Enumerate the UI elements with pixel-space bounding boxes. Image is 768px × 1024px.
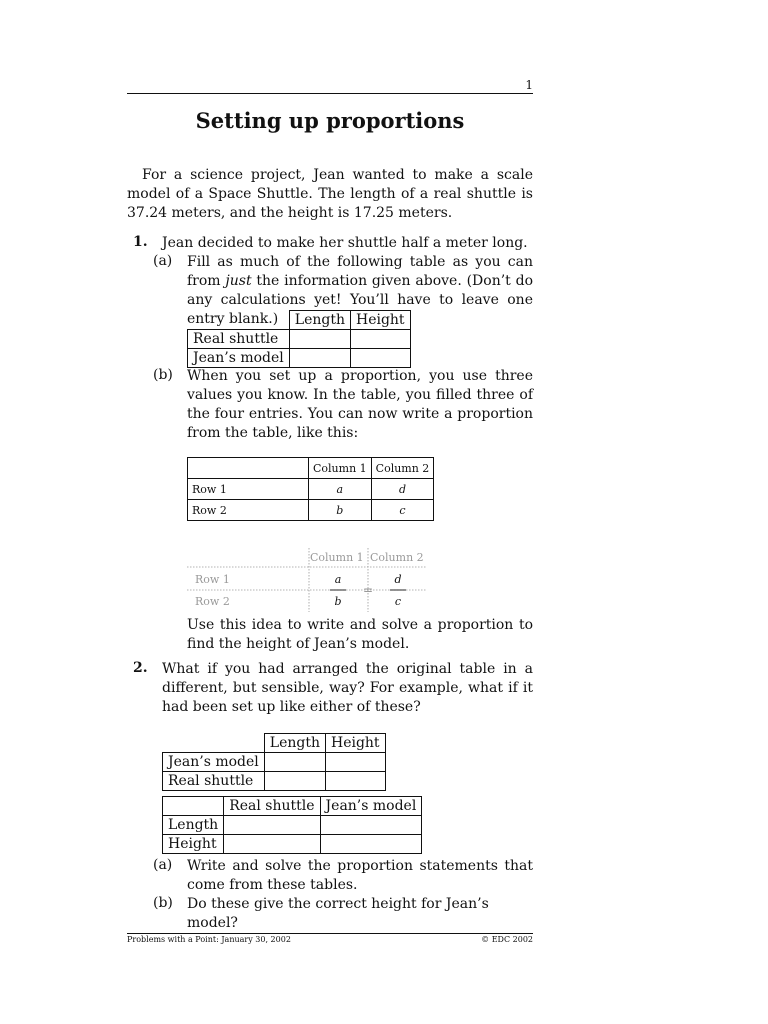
table-cell: a — [309, 479, 372, 500]
q2b-text: Do these give the correct height for Jean’s model? — [187, 896, 489, 931]
table-row — [163, 816, 422, 835]
table-header-cell: Jean’s model — [320, 797, 422, 816]
table-header-cell: Column 2 — [371, 458, 434, 479]
table-cell — [224, 835, 320, 854]
table-row-label: Length — [163, 816, 224, 835]
diagram-equals-sign: = — [362, 583, 374, 597]
footer-left: Problems with a Point: January 30, 2002 — [127, 935, 291, 944]
q2b-label: (b) — [153, 895, 173, 911]
footer-rule — [127, 933, 533, 934]
table-row-label: Real shuttle — [188, 330, 290, 349]
page-number: 1 — [525, 78, 533, 92]
table-row — [163, 835, 422, 854]
table-cell — [289, 349, 350, 368]
table-row — [163, 772, 386, 791]
table-cell — [224, 816, 320, 835]
q2a-label: (a) — [153, 857, 173, 873]
table-header-cell: Length — [264, 734, 325, 753]
table-row — [188, 330, 411, 349]
diagram-column2-label: Column 2 — [370, 551, 424, 564]
table-row-label: Height — [163, 835, 224, 854]
table-cell — [264, 753, 325, 772]
table-header-row — [188, 311, 411, 330]
table-cell — [320, 835, 422, 854]
q1b-label: (b) — [153, 367, 173, 383]
q1b-text: When you set up a proportion, you use three values you know. In the table, you filled three of the four entries. You can now write a proportion from the table, like this: — [187, 368, 533, 441]
q1a-text-emphasis: just — [225, 273, 252, 289]
table-row-label: Row 2 — [188, 500, 309, 521]
table-cell: c — [371, 500, 434, 521]
diagram-denominator-2: c — [394, 595, 402, 608]
table-row — [163, 753, 386, 772]
q1-number: 1. — [133, 234, 148, 250]
table-row-label: Jean’s model — [188, 349, 290, 368]
intro-paragraph: For a science project, Jean wanted to make a scale model of a Space Shuttle. The length of a real shuttle is 37.24 meters, and the height is 17.25 meters. — [127, 167, 533, 221]
table-header-cell: Real shuttle — [224, 797, 320, 816]
diagram-column1-label: Column 1 — [310, 551, 364, 564]
table-header-cell: Length — [289, 311, 350, 330]
q1a-text-pre: Fill as much of the following table as you can from — [187, 254, 533, 289]
table-row — [188, 349, 411, 368]
page-title: Setting up proportions — [195, 108, 465, 133]
table-cell — [350, 349, 410, 368]
q2-number: 2. — [133, 660, 148, 676]
diagram-numerator-2: d — [394, 573, 402, 586]
table-header-row — [188, 458, 434, 479]
q1a-label: (a) — [153, 253, 173, 269]
q1b-table — [187, 457, 434, 521]
q2-table-2 — [162, 796, 422, 854]
table-corner-cell — [163, 797, 224, 816]
table-header-cell: Height — [325, 734, 385, 753]
q1-text: Jean decided to make her shuttle half a meter long. — [162, 235, 528, 251]
table-cell: d — [371, 479, 434, 500]
table-cell — [264, 772, 325, 791]
table-cell — [289, 330, 350, 349]
q2-table-1 — [162, 733, 386, 791]
table-row — [188, 500, 434, 521]
q2a-text: Write and solve the proportion statements that come from these tables. — [187, 858, 533, 893]
diagram-row2-label: Row 2 — [195, 595, 230, 608]
table-cell — [325, 753, 385, 772]
q1a-table — [187, 310, 411, 368]
table-header-row — [163, 734, 386, 753]
diagram-denominator-1: b — [334, 595, 342, 608]
table-header-row — [163, 797, 422, 816]
table-row-label: Jean’s model — [163, 753, 265, 772]
q2-text: What if you had arranged the original table in a different, but sensible, way? For example, what if it had been set up like either of these? — [162, 661, 533, 715]
table-row — [188, 479, 434, 500]
table-header-cell: Height — [350, 311, 410, 330]
table-cell: b — [309, 500, 372, 521]
table-corner-cell — [188, 311, 290, 330]
table-cell — [325, 772, 385, 791]
table-row-label: Real shuttle — [163, 772, 265, 791]
diagram-row1-label: Row 1 — [195, 573, 230, 586]
q1a-text-post: the information given above. (Don’t do any calculations yet! You’ll have to leave one entry blank.) — [187, 273, 534, 327]
q1b-followup: Use this idea to write and solve a proportion to find the height of Jean’s model. — [187, 617, 533, 652]
table-row-label: Row 1 — [188, 479, 309, 500]
table-cell — [320, 816, 422, 835]
header-rule — [127, 93, 533, 94]
table-header-cell: Column 1 — [309, 458, 372, 479]
diagram-numerator-1: a — [334, 573, 342, 586]
table-cell — [350, 330, 410, 349]
footer-right: © EDC 2002 — [481, 935, 533, 944]
table-corner-cell — [163, 734, 265, 753]
proportion-diagram — [187, 546, 427, 612]
table-corner-cell — [188, 458, 309, 479]
